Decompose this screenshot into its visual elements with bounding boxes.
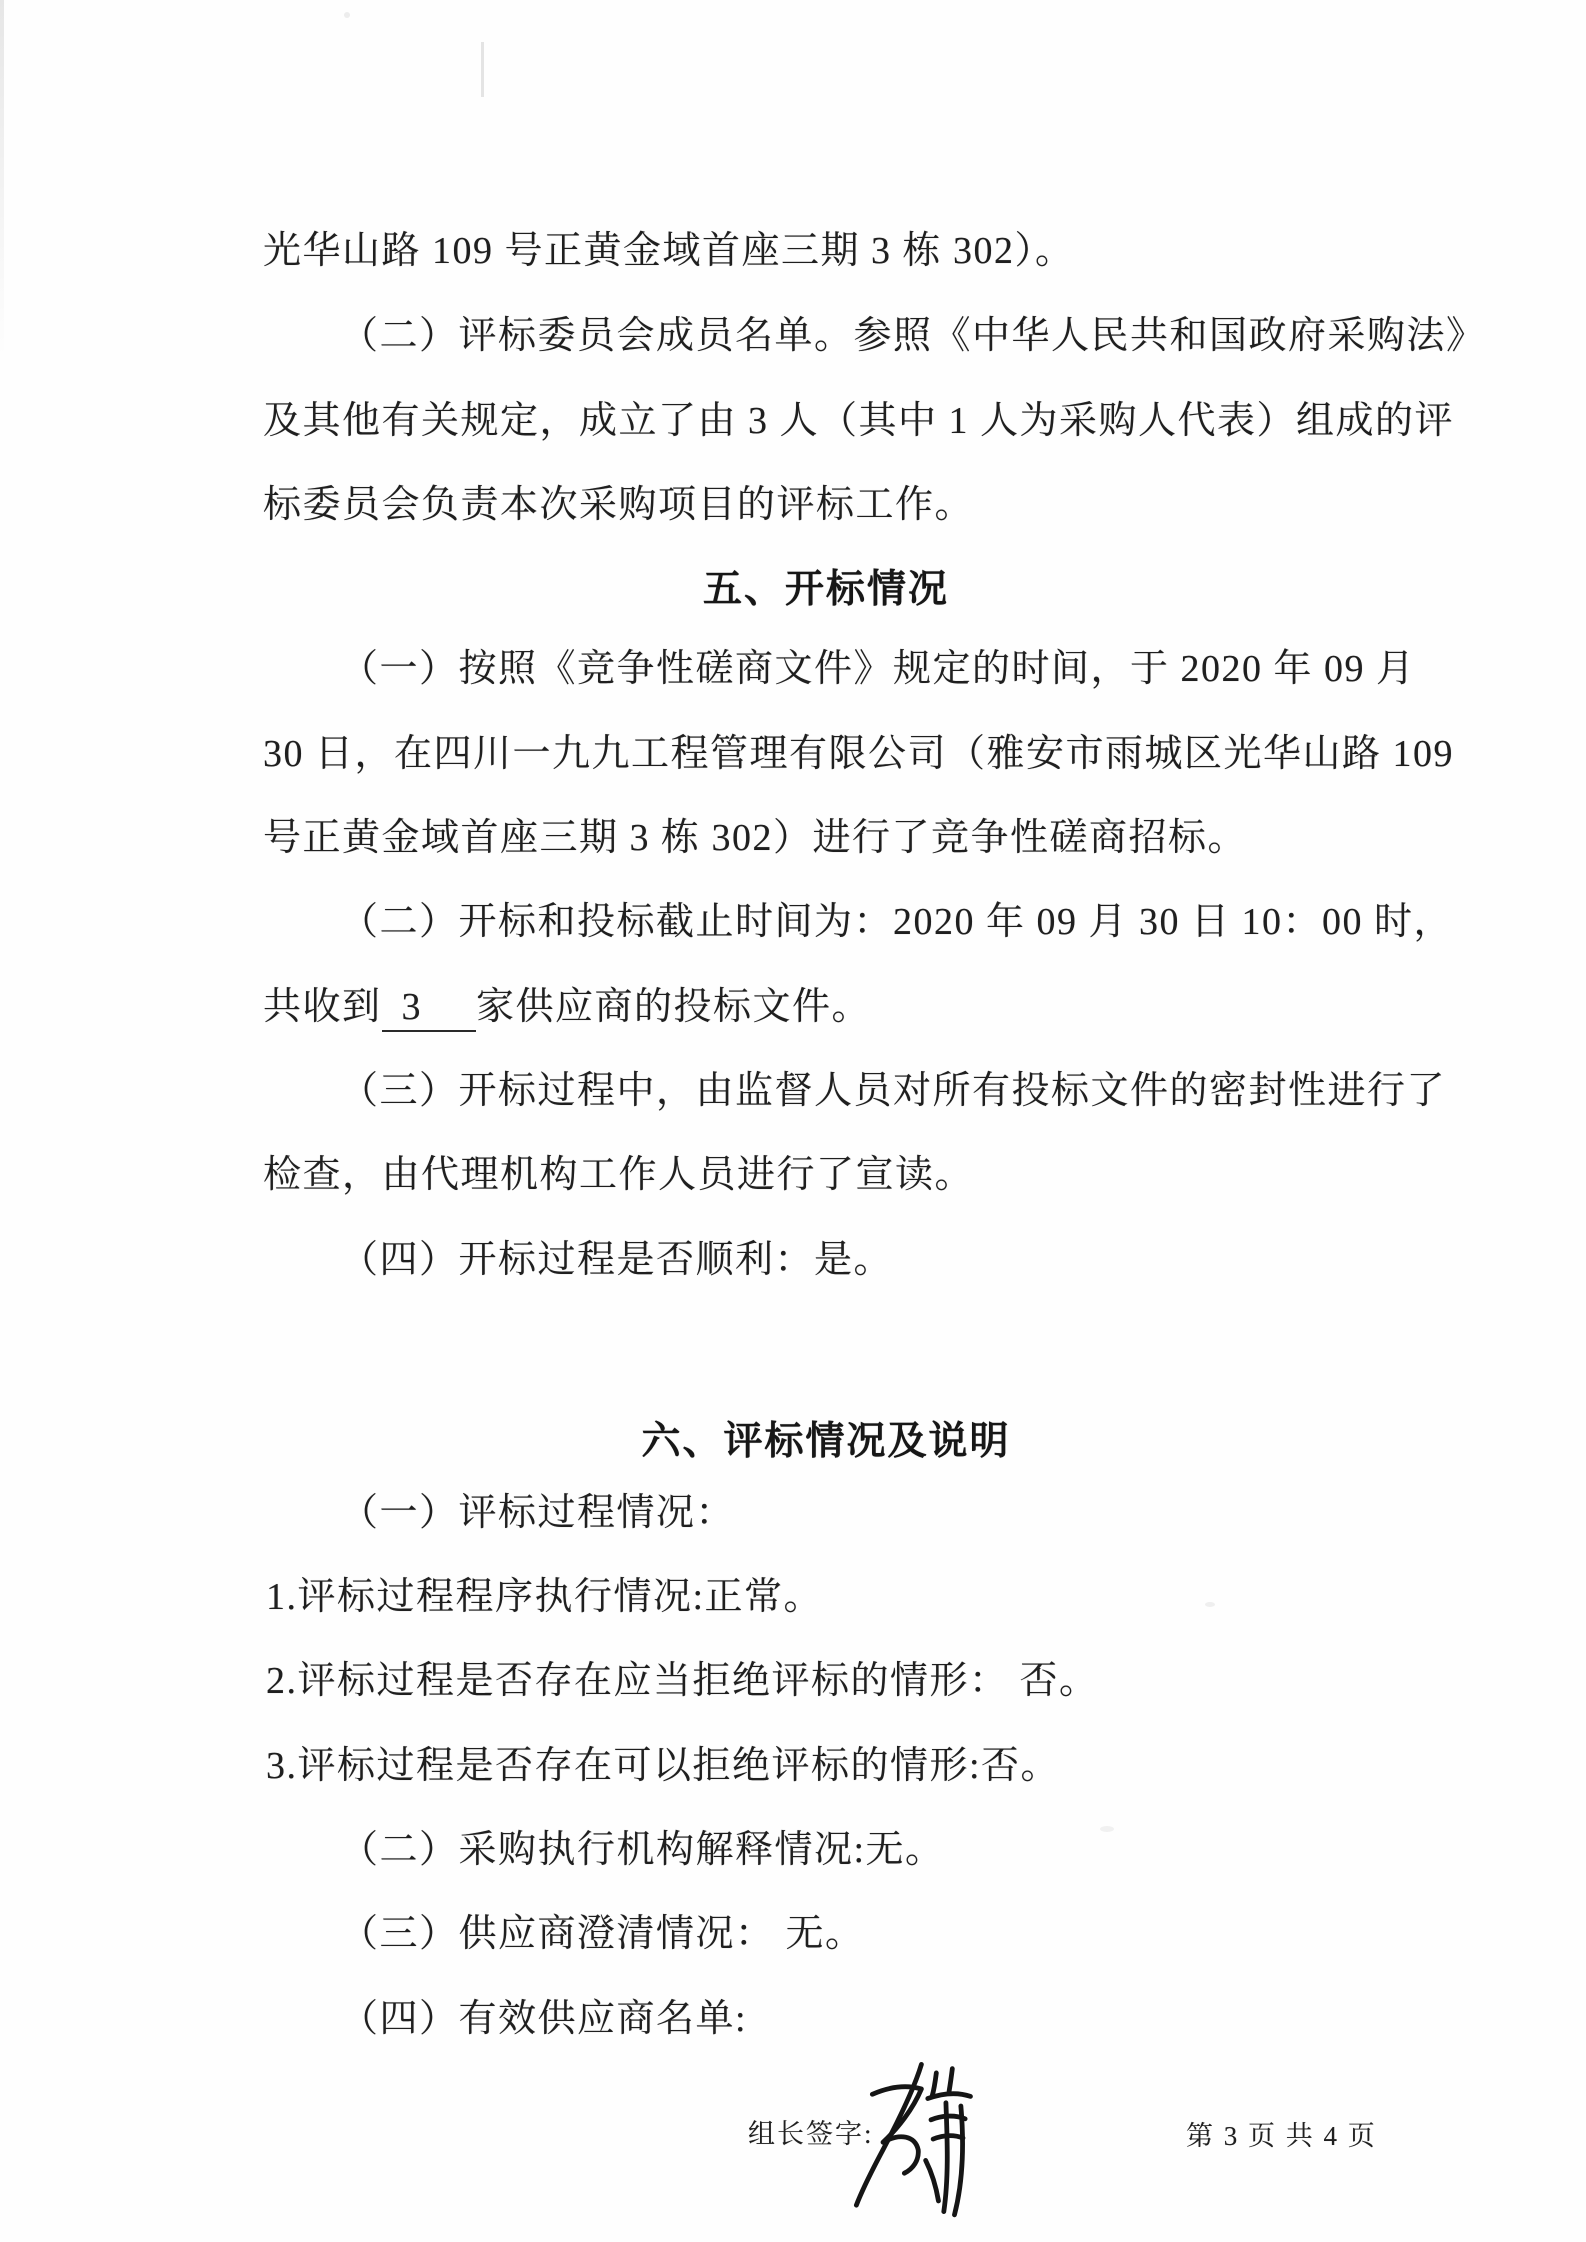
leader-sign-label: 组长签字: — [748, 2119, 874, 2149]
leader-handwritten-signature — [850, 2058, 980, 2218]
body-line: 2.评标过程是否存在应当拒绝评标的情形： 否。 — [266, 1660, 1099, 1702]
scan-speck — [481, 42, 484, 97]
scan-speck — [344, 12, 350, 18]
section-heading-bid-opening: 五、开标情况 — [702, 568, 949, 611]
text-before-count: 共收到 — [263, 986, 382, 1028]
body-line: 1.评标过程程序执行情况:正常。 — [266, 1576, 824, 1618]
page-number: 第 3 页 共 4 页 — [1186, 2121, 1377, 2151]
body-line: 3.评标过程是否存在可以拒绝评标的情形:否。 — [266, 1745, 1061, 1787]
body-line: 检查，由代理机构工作人员进行了宣读。 — [263, 1154, 975, 1196]
body-line: 光华山路 109 号正黄金域首座三期 3 栋 302）。 — [263, 230, 1075, 272]
text-after-count: 家供应商的投标文件。 — [476, 986, 872, 1028]
signature-strokes — [850, 2058, 980, 2218]
body-line: （一）按照《竞争性磋商文件》规定的时间，于 2020 年 09 月 — [340, 648, 1416, 690]
body-line: （二）评标委员会成员名单。参照《中华人民共和国政府采购法》 — [340, 315, 1486, 357]
body-line: （三）供应商澄清情况： 无。 — [340, 1913, 865, 1955]
body-line: （四）开标过程是否顺利：是。 — [340, 1239, 894, 1281]
scan-speck — [1205, 1602, 1215, 1607]
body-line: 标委员会负责本次采购项目的评标工作。 — [263, 484, 975, 526]
body-line: （四）有效供应商名单: — [340, 1998, 748, 2040]
scan-edge-artifact — [0, 0, 4, 360]
body-line: （二）采购执行机构解释情况:无。 — [340, 1829, 945, 1871]
body-line: 号正黄金域首座三期 3 栋 302）进行了竞争性磋商招标。 — [263, 817, 1248, 859]
body-line: 及其他有关规定，成立了由 3 人（其中 1 人为采购人代表）组成的评 — [263, 400, 1455, 442]
section-heading-evaluation: 六、评标情况及说明 — [641, 1420, 1011, 1463]
scan-speck — [1100, 1826, 1114, 1832]
body-line: 30 日，在四川一九九工程管理有限公司（雅安市雨城区光华山路 109 — [263, 733, 1455, 775]
supplier-count-underlined: 3 — [382, 987, 477, 1032]
body-line: （一）评标过程情况： — [340, 1492, 736, 1534]
body-line-with-underlined-count — [263, 984, 871, 1032]
body-line: （三）开标过程中，由监督人员对所有投标文件的密封性进行了 — [340, 1070, 1447, 1112]
body-line: （二）开标和投标截止时间为：2020 年 09 月 30 日 10：00 时， — [340, 901, 1454, 943]
